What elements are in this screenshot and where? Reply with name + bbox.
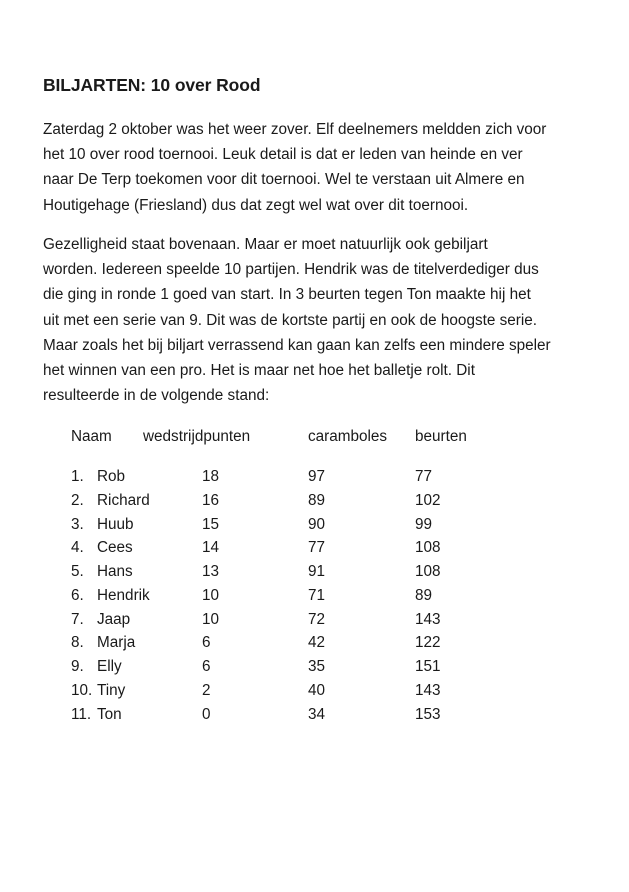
- paragraph-results: [43, 232, 551, 408]
- points-cell: 10: [202, 610, 220, 628]
- name-cell: Hendrik: [97, 586, 150, 604]
- paragraph-line: het winnen van een pro. Het is maar net hoe het balletje rolt. Dit: [43, 361, 475, 379]
- name-cell: Jaap: [97, 610, 131, 628]
- points-cell: 16: [202, 491, 220, 509]
- name-cell: Huub: [97, 515, 134, 533]
- caramboles-cell: 97: [308, 468, 326, 485]
- beurten-cell: 153: [415, 705, 441, 723]
- rank-cell: 5.: [71, 563, 84, 580]
- paragraph-line: Maar zoals het bij biljart verrassend kan gaan kan zelfs een mindere speler: [43, 336, 551, 354]
- table-row: [0, 611, 629, 631]
- points-cell: 14: [202, 539, 220, 557]
- name-cell: Rob: [97, 468, 126, 485]
- beurten-cell: 108: [415, 539, 441, 557]
- header-wedstrijdpunten: wedstrijdpunten: [143, 428, 251, 445]
- caramboles-cell: 35: [308, 658, 326, 675]
- name-cell: Marja: [97, 634, 136, 652]
- beurten-cell: 108: [415, 563, 441, 580]
- caramboles-cell: 89: [308, 491, 326, 509]
- paragraph-line: Houtigehage (Friesland) dus dat zegt wel wat over dit toernooi.: [43, 196, 469, 214]
- table-row: [0, 492, 629, 512]
- beurten-cell: 143: [415, 610, 441, 628]
- beurten-cell: 102: [415, 491, 441, 509]
- header-caramboles: caramboles: [308, 428, 388, 445]
- beurten-cell: 122: [415, 634, 441, 652]
- paragraph-line: naar De Terp toekomen voor dit toernooi. Wel te verstaan uit Almere en: [43, 171, 525, 189]
- paragraph-line: resulteerde in de volgende stand:: [43, 387, 270, 405]
- caramboles-cell: 77: [308, 539, 326, 557]
- rank-cell: 6.: [71, 586, 84, 604]
- table-row: [0, 539, 629, 559]
- paragraph-line: worden. Iedereen speelde 10 partijen. Hendrik was de titelverdediger dus: [43, 261, 539, 279]
- rank-cell: 4.: [71, 539, 84, 557]
- table-row: [0, 468, 629, 488]
- paragraph-line: Zaterdag 2 oktober was het weer zover. Elf deelnemers meldden zich voor: [43, 121, 547, 138]
- points-cell: 18: [202, 468, 220, 485]
- rank-cell: 11.: [71, 705, 92, 723]
- paragraph-line: uit met een serie van 9. Dit was de kortste partij en ook de hoogste serie.: [43, 311, 538, 329]
- name-cell: Hans: [97, 563, 133, 580]
- rank-cell: 2.: [71, 491, 84, 509]
- beurten-cell: 99: [415, 515, 433, 533]
- rank-cell: 9.: [71, 658, 84, 675]
- beurten-cell: 77: [415, 468, 433, 485]
- paragraph-line: het 10 over rood toernooi. Leuk detail is dat er leden van heinde en ver: [43, 146, 523, 164]
- header-beurten: beurten: [415, 428, 467, 445]
- caramboles-cell: 34: [308, 705, 326, 723]
- name-cell: Richard: [97, 491, 150, 509]
- points-cell: 15: [202, 515, 220, 533]
- paragraph-intro: [43, 117, 546, 218]
- table-row: [0, 658, 629, 678]
- article-title: BILJARTEN: 10 over Rood: [43, 75, 261, 95]
- caramboles-cell: 91: [308, 563, 326, 580]
- table-row: [0, 706, 629, 726]
- beurten-cell: 151: [415, 658, 441, 675]
- beurten-cell: 143: [415, 681, 441, 699]
- caramboles-cell: 90: [308, 515, 326, 533]
- name-cell: Cees: [97, 539, 133, 557]
- caramboles-cell: 40: [308, 681, 326, 699]
- table-row: [0, 682, 629, 702]
- name-cell: Elly: [97, 658, 122, 675]
- points-cell: 13: [202, 563, 220, 580]
- beurten-cell: 89: [415, 586, 433, 604]
- points-cell: 6: [202, 658, 211, 675]
- rank-cell: 1.: [71, 468, 84, 485]
- rank-cell: 8.: [71, 634, 84, 652]
- paragraph-line: Gezelligheid staat bovenaan. Maar er moet natuurlijk ook gebiljart: [43, 236, 488, 253]
- table-row: [0, 587, 629, 607]
- caramboles-cell: 42: [308, 634, 326, 652]
- table-row: [0, 563, 629, 583]
- points-cell: 10: [202, 586, 220, 604]
- rank-cell: 3.: [71, 515, 84, 533]
- points-cell: 6: [202, 634, 211, 652]
- table-row: [0, 634, 629, 654]
- points-cell: 2: [202, 681, 211, 699]
- header-naam: Naam: [71, 428, 112, 445]
- name-cell: Tiny: [97, 681, 126, 699]
- rank-cell: 7.: [71, 610, 84, 628]
- caramboles-cell: 72: [308, 610, 326, 628]
- caramboles-cell: 71: [308, 586, 326, 604]
- points-cell: 0: [202, 705, 211, 723]
- name-cell: Ton: [97, 705, 122, 723]
- table-row: [0, 516, 629, 536]
- paragraph-line: die ging in ronde 1 goed van start. In 3 beurten tegen Ton maakte hij het: [43, 286, 531, 304]
- rank-cell: 10.: [71, 681, 93, 699]
